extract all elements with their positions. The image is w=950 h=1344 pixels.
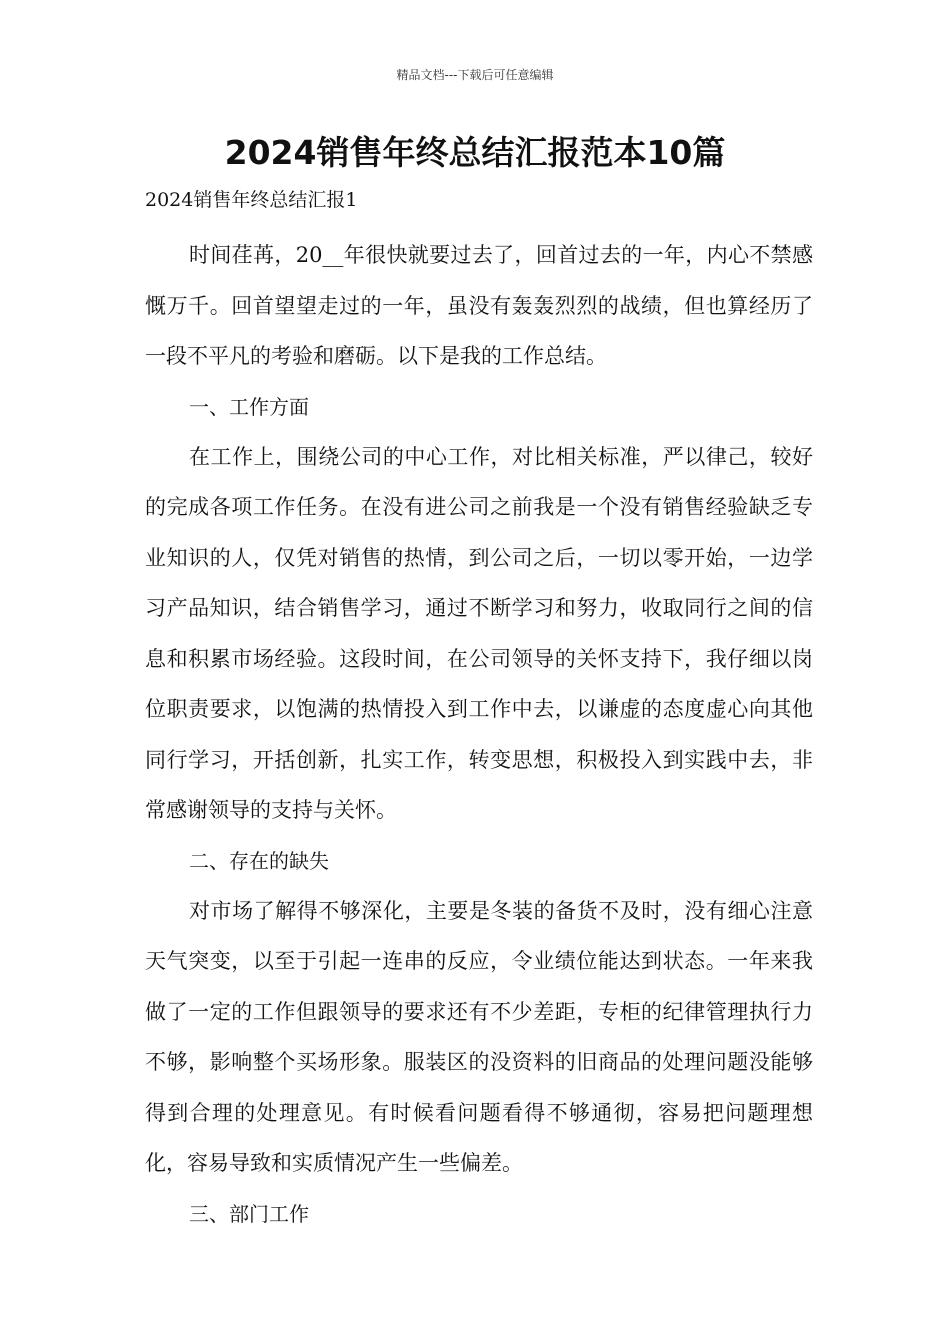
document-title: 2024销售年终总结汇报范本10篇 — [224, 133, 726, 172]
paragraph-intro: 时间荏苒，20__年很快就要过去了，回首过去的一年，内心不禁感慨万千。回首望望走过的一年，虽没有轰轰烈烈的战绩，但也算经历了一段不平凡的考验和磨砺。以下是我的工作总结。 — [145, 243, 813, 368]
paragraph-work: 在工作上，围绕公司的中心工作，对比相关标准，严以律己，较好的完成各项工作任务。在没有进公司之前我是一个没有销售经验缺乏专业知识的人，仅凭对销售的热情，到公司之后，一切以零开始，一边学习产品知识，结合销售学习，通过不断学习和努力，收取同行之间的信息和积累市场经验。这段时间，在公司领导的关怀支持下，我仔细以岗位职责要求，以饱满的热情投入到工作中去，以谦虚的态度虚心向其他同行学习，开括创新，扎实工作，转变思想，积极投入到实践中去，非常感谢领导的支持与关怀。 — [145, 444, 813, 822]
document-subtitle: 2024销售年终总结汇报1 — [145, 189, 358, 211]
paragraph-shortcomings: 对市场了解得不够深化，主要是冬装的备货不及时，没有细心注意天气突变，以至于引起一连串的反应，令业绩位能达到状态。一年来我做了一定的工作但跟领导的要求还有不少差距，专柜的纪律管理执行力不够，影响整个买场形象。服装区的没资料的旧商品的处理问题没能够得到合理的处理意见。有时候看问题看得不够通彻，容易把问题理想化，容易导致和实质情况产生一些偏差。 — [145, 898, 813, 1175]
page-header-watermark: 精品文档---下载后可任意编辑 — [396, 68, 554, 82]
section-heading-shortcomings: 二、存在的缺失 — [189, 848, 329, 873]
document-body — [145, 180, 813, 1239]
section-heading-work: 一、工作方面 — [189, 394, 309, 419]
section-heading-department: 三、部门工作 — [189, 1201, 309, 1226]
